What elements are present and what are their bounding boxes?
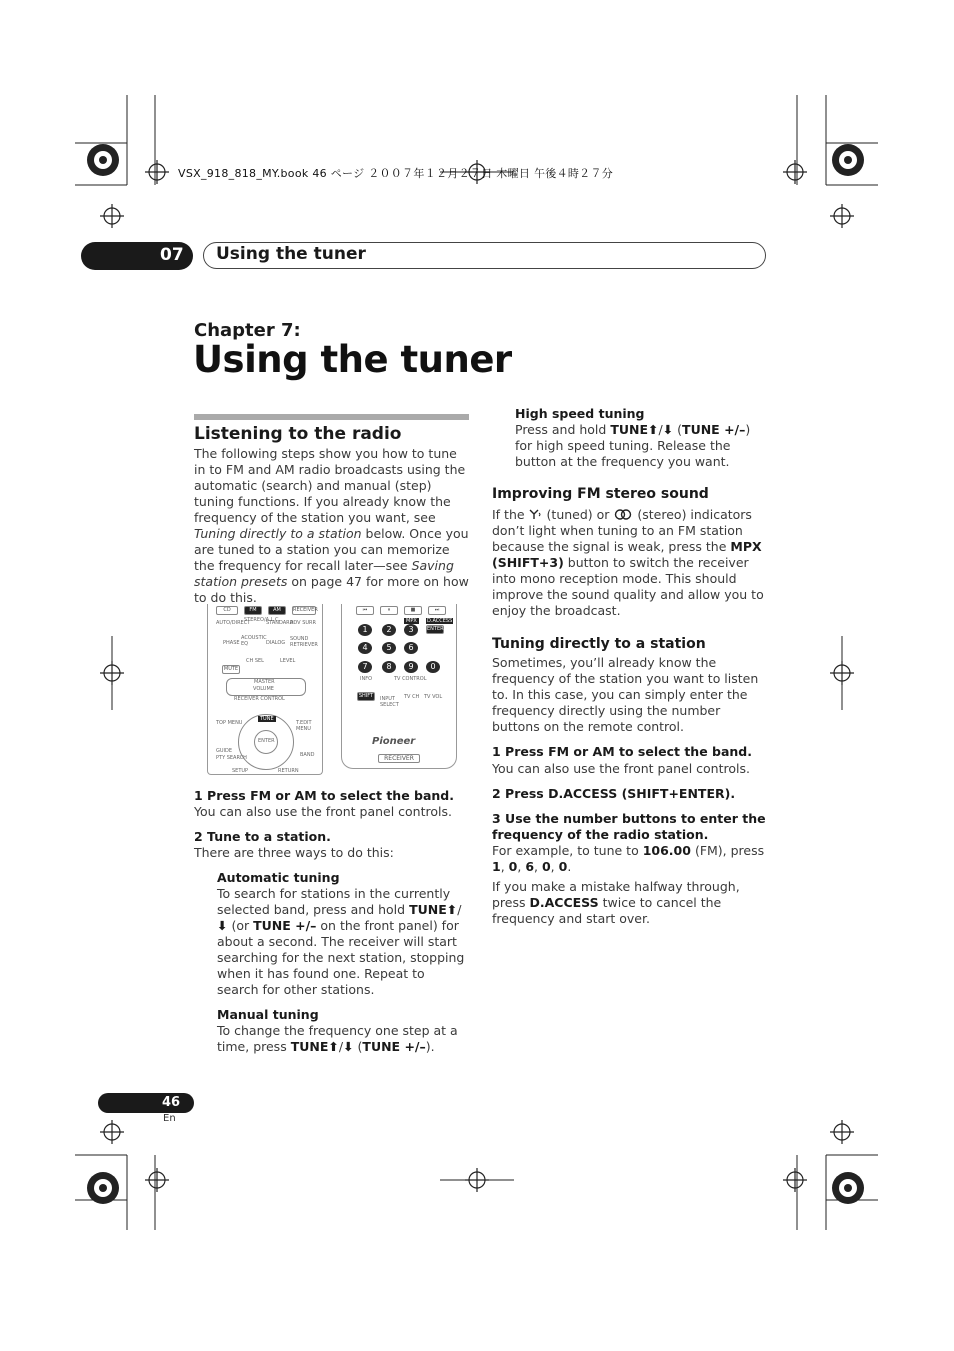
direct-example: For example, to tune to 106.00 (FM), press 1, 0, 6, 0, 0. [492,843,765,874]
remote-enter-button: ENTER [427,626,444,632]
remote-brand-logo: Pioneer [372,736,416,747]
remote-label: STANDARD [266,620,294,626]
remote-transport-button: ■ [404,606,422,615]
chapter-tab-title: Using the tuner [216,244,366,264]
remote-label: MASTER [254,679,275,685]
high-speed-heading: High speed tuning [515,406,645,421]
fm-stereo-heading: Improving FM stereo sound [492,486,709,502]
chapter-label: Chapter 7: [194,320,301,341]
high-speed-body: Press and hold TUNE⬆/⬇ (TUNE +/–) for high speed tuning. Release the button at the frequency you want. [515,422,751,469]
remote-label: STEREO/A.L.C. [244,617,281,623]
remote-label: DIALOG [266,640,286,646]
remote-transport-button: ⏭ [428,606,446,615]
remote-fm-button: FM [244,606,262,615]
remote-label: SETUP [232,768,249,774]
direct-step-2: 2 Press D.ACCESS (SHIFT+ENTER). [492,786,736,801]
remote-label: ENTER [258,738,275,744]
page-language: En [163,1113,176,1124]
remote-label: T.EDIT MENU [296,720,312,732]
remote-label: INFO [360,676,373,682]
remote-label: TV CONTROL [394,676,427,682]
remote-label: INPUT SELECT [380,696,399,708]
auto-tuning-heading: Automatic tuning [217,870,340,885]
section-heading: Listening to the radio [194,424,402,444]
remote-label: PHASE [223,640,240,646]
direct-step-1-body: You can also use the front panel controls. [492,761,750,776]
step-1-body: You can also use the front panel controls. [194,804,452,819]
remote-label: RETURN [278,768,299,774]
remote-left-panel [207,604,323,775]
remote-am-button: AM [268,606,286,615]
remote-label: MPX [406,618,417,624]
direct-mistake-note: If you make a mistake halfway through, press D.ACCESS twice to cancel the frequency and start over. [492,879,740,926]
remote-transport-button: ⏮ [356,606,374,615]
manual-tuning-heading: Manual tuning [217,1007,319,1022]
remote-label: TUNE [260,716,274,722]
remote-number-button: 9 [404,661,418,673]
remote-label: ACOUSTIC EQ [241,635,267,647]
remote-number-button: 4 [358,642,372,654]
remote-label: SOUND RETRIEVER [290,636,318,648]
remote-transport-button: ⏸ [380,606,398,615]
page-title: Using the tuner [193,338,512,381]
remote-receiver-button: RECEIVER [293,607,318,613]
remote-number-button: 7 [358,661,372,673]
manual-tuning-body: To change the frequency one step at a time, press TUNE⬆/⬇ (TUNE +/–). [217,1023,458,1054]
remote-label: CH SEL [246,658,264,664]
remote-number-button: 2 [382,624,396,636]
direct-tuning-heading: Tuning directly to a station [492,636,706,652]
remote-label: AUTO/DIRECT [216,620,251,626]
remote-number-button: 8 [382,661,396,673]
remote-receiver-button: RECEIVER [378,754,420,763]
remote-label: ADV SURR [290,620,316,626]
remote-label: TOP MENU [216,720,243,726]
section-bar [194,414,469,420]
antenna-icon [529,507,543,522]
remote-number-button: 1 [358,624,372,636]
fm-stereo-body: If the (tuned) or (stereo) indicators don’t light when tuning to an FM station because the signal is weak, press the MPX (SHIFT+3) button to switch the receiver into mono reception mode. This should improve the sound quality and allow you to enjoy the broadcast. [492,507,764,618]
direct-tuning-body: Sometimes, you’ll already know the frequency of the station you want to listen to. In this case, you can simply enter the frequency directly using the number buttons on the remote control. [492,655,759,734]
auto-tuning-body: To search for stations in the currently selected band, press and hold TUNE⬆/⬇ (or TUNE +/– on the front panel) for about a second. The receiver will start searching for the next station, stopping when it has found one. Repeat to search for other stations. [217,886,465,997]
stereo-icon [613,507,633,522]
remote-label: TV CH [404,694,420,700]
remote-shift-button: SHIFT [358,693,374,699]
remote-label: GUIDE [216,748,233,754]
remote-label: BAND [300,752,315,758]
print-header: VSX_918_818_MY.book 46 ページ ２００７年１２月２７日 木曜日 午後４時２７分 [178,167,614,180]
remote-number-button: 5 [382,642,396,654]
remote-label: VOLUME [253,686,274,692]
page-number: 46 [162,1095,181,1110]
remote-label: D.ACCESS [427,618,453,624]
remote-number-button: 3 [404,624,418,636]
remote-label: RECEIVER CONTROL [234,696,285,702]
step-2: 2 Tune to a station. [194,829,331,844]
remote-right-panel [341,604,457,769]
chapter-number: 07 [160,245,184,265]
remote-label: PTY SEARCH [216,755,247,761]
step-2-body: There are three ways to do this: [194,845,394,860]
remote-number-button: 6 [404,642,418,654]
remote-number-button: 0 [426,661,440,673]
remote-label: LEVEL [280,658,296,664]
remote-mute-button: MUTE [223,666,239,672]
intro-paragraph: The following steps show you how to tune in to FM and AM radio broadcasts using the automatic (search) and manual (step) tuning functions. If you already know the frequency of the station you want, see Tuning directly to a station below. Once you are tuned to a station you can memorize the frequency for recall later—see Saving station presets on page 47 for more on how to do this. [194,446,469,605]
step-1: 1 Press FM or AM to select the band. [194,788,454,803]
remote-cd-button: CD [216,606,238,615]
direct-step-1: 1 Press FM or AM to select the band. [492,744,752,759]
remote-label: TV VOL [424,694,443,700]
direct-step-3: 3 Use the number buttons to enter the frequency of the radio station. [492,811,766,842]
